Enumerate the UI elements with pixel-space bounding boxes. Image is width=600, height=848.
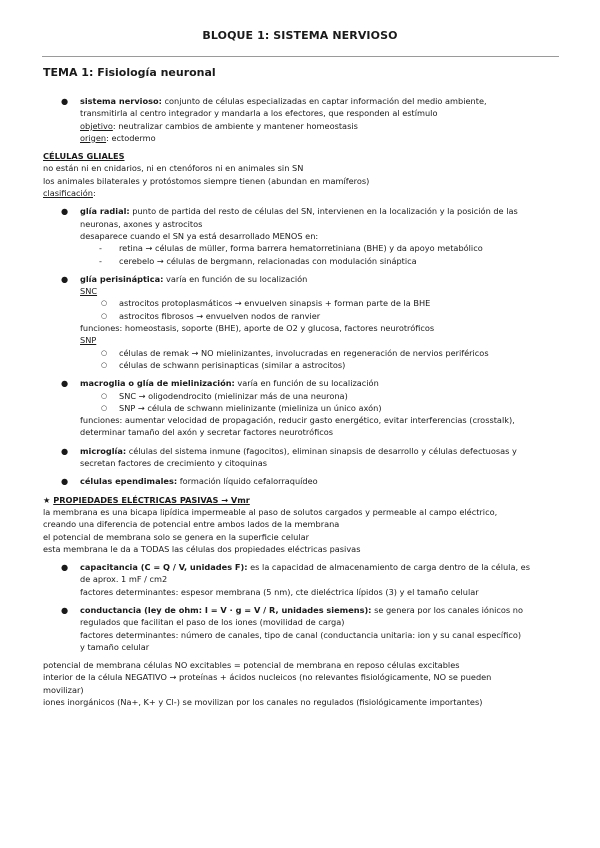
text-line: determinar tamaño del axón y secretar factores neurotróficos [80,427,334,438]
list-item-capacitancia: ● capacitancia (C = Q / V, unidades F): es la capacidad de almacenamiento de carga dentro de la célula, es [61,562,530,573]
bullet-icon: ● [61,476,69,487]
list-item-sistema-nervioso [43,95,560,107]
bullet-icon: ● [61,604,69,615]
title-divider [42,56,559,57]
dash-icon: - [99,243,102,254]
circle-bullet-icon: ○ [101,299,108,308]
term: sistema nervioso: [80,96,162,106]
bullet-icon: ● [61,206,69,217]
clasificacion-label: clasificación [43,188,93,199]
text-line: esta membrana le da a TODAS las células dos propiedades eléctricas pasivas [43,543,361,554]
term: conductancia (ley de ohm: I = V · g = V / R, unidades siemens): [80,604,372,615]
circle-bullet-icon: ○ [101,391,108,400]
text-line: no están ni en cnidarios, ni en ctenóforos ni en animales sin SN [43,163,304,174]
text-line: origen: ectodermo [80,132,156,143]
sub-item: - cerebelo → células de bergmann, relacionadas con modulación sináptica [99,255,417,266]
bullet-icon: ● [61,378,69,389]
text-line: y tamaño celular [80,641,150,652]
text-line: movilizar) [43,684,84,695]
document-body [43,95,560,708]
text-line: de aprox. 1 mF / cm2 [80,574,168,585]
star-icon: ★ [43,494,51,505]
section-heading-propiedades: ★ PROPIEDADES ELÉCTRICAS PASIVAS → Vmr [43,494,250,505]
text-line: regulados que facilitan el paso de los iones (movilidad de carga) [80,617,345,628]
text-line: neuronas, axones y astrocitos [80,218,203,229]
text-line: desaparece cuando el SN ya está desarrollado MENOS en: [80,230,319,241]
origen-label: origen [80,132,107,143]
term: microglía: [80,445,127,456]
text-line: la membrana es una bicapa lipídica impermeable al paso de solutos cargados y permeable al campo eléctrico, [43,506,498,517]
text-line: iones inorgánicos (Na+, K+ y Cl-) se movilizan por los canales no regulados (fisiológicamente importantes) [43,697,483,708]
text-line: factores determinantes: espesor membrana (5 nm), cte dieléctrica lípidos (3) y el tamaño celular [80,586,479,597]
term: células ependimales: [80,476,178,487]
sub-item: ○ astrocitos protoplasmáticos → envuelven sinapsis + forman parte de la BHE [101,298,431,309]
sub-item: ○ células de schwann perisinapticas (similar a astrocitos) [101,359,346,370]
list-item-glia-perisinaptica: ● glía perisináptica: varía en función de su localización [61,273,308,284]
list-item-glia-radial: ● glía radial: punto de partida del resto de células del SN, intervienen en la localización y la posición de las [61,206,518,217]
term: capacitancia (C = Q / V, unidades F): [80,562,248,573]
dash-icon: - [99,255,102,266]
snp-label: SNP [80,335,97,346]
text-line: factores determinantes: número de canales, tipo de canal (conductancia unitaria: ion y su canal específico) [80,629,522,640]
bullet-icon: ● [61,562,69,573]
sub-item: ○ células de remak → NO mielinizantes, involucradas en regeneración de nervios periféricos [101,347,489,358]
text-line: los animales bilaterales y protóstomos siempre tienen (abundan en mamíferos) [43,175,370,186]
list-item-conductancia: ● conductancia (ley de ohm: I = V · g = V / R, unidades siemens): se genera por los canales iónicos no [61,604,523,615]
circle-bullet-icon: ○ [101,348,108,357]
term: glía perisináptica: [80,273,164,284]
text-line: objetivo: neutralizar cambios de ambiente y mantener homeostasis [80,120,358,131]
document-title: BLOQUE 1: SISTEMA NERVIOSO [202,29,398,42]
sub-item: ○ astrocitos fibrosos → envuelven nodos de ranvier [101,310,321,321]
definition: conjunto de células especializadas en captar información del medio ambiente, [161,96,487,106]
term: macroglia o glía de mielinización: [80,378,235,389]
text-line: el potencial de membrana solo se genera en la superficie celular [43,531,309,542]
circle-bullet-icon: ○ [101,360,108,369]
text-line: secretan factores de crecimiento y citoquinas [80,458,267,469]
tema-heading: TEMA 1: Fisiología neuronal [43,66,216,79]
text-line: creando una diferencia de potencial entre ambos lados de la membrana [43,519,340,530]
text-line: potencial de membrana células NO excitables = potencial de membrana en reposo células excitables [43,660,460,671]
list-item-ependimales: ● células ependimales: formación líquido cefalorraquídeo [61,476,318,487]
text-line: funciones: aumentar velocidad de propagación, reducir gasto energético, evitar interferencias (crosstalk), [80,415,515,426]
bullet-icon: ● [61,445,69,456]
text-line: clasificación: [43,188,96,199]
list-item-macroglia: ● macroglia o glía de mielinización: varía en función de su localización [61,378,379,389]
text-line: transmitirla al centro integrador y mandarla a los efectores, que responden al estímulo [80,108,438,119]
objetivo-label: objetivo [80,120,113,131]
list-item-microglia: ● microglía: células del sistema inmune (fagocitos), eliminan sinapsis de desarrollo y células defectuosas y [61,445,517,456]
text-line: funciones: homeostasis, soporte (BHE), aporte de O2 y glucosa, factores neurotróficos [80,323,435,334]
sub-item: ○ SNP → célula de schwann mielinizante (mieliniza un único axón) [101,402,382,413]
sub-item: ○ SNC → oligodendrocito (mielinizar más de una neurona) [101,390,348,401]
section-heading-gliales: CÉLULAS GLIALES [43,151,125,162]
sub-item: - retina → células de müller, forma barrera hematorretiniana (BHE) y da apoyo metabólico [99,243,483,254]
term: glía radial: [80,206,130,217]
circle-bullet-icon: ○ [101,311,108,320]
bullet-icon: ● [61,96,69,106]
text-line: interior de la célula NEGATIVO → proteínas + ácidos nucleicos (no relevantes fisiológicamente, NO se pueden [43,672,492,683]
snc-label: SNC [80,286,98,297]
bullet-icon: ● [61,273,69,284]
circle-bullet-icon: ○ [101,403,108,412]
